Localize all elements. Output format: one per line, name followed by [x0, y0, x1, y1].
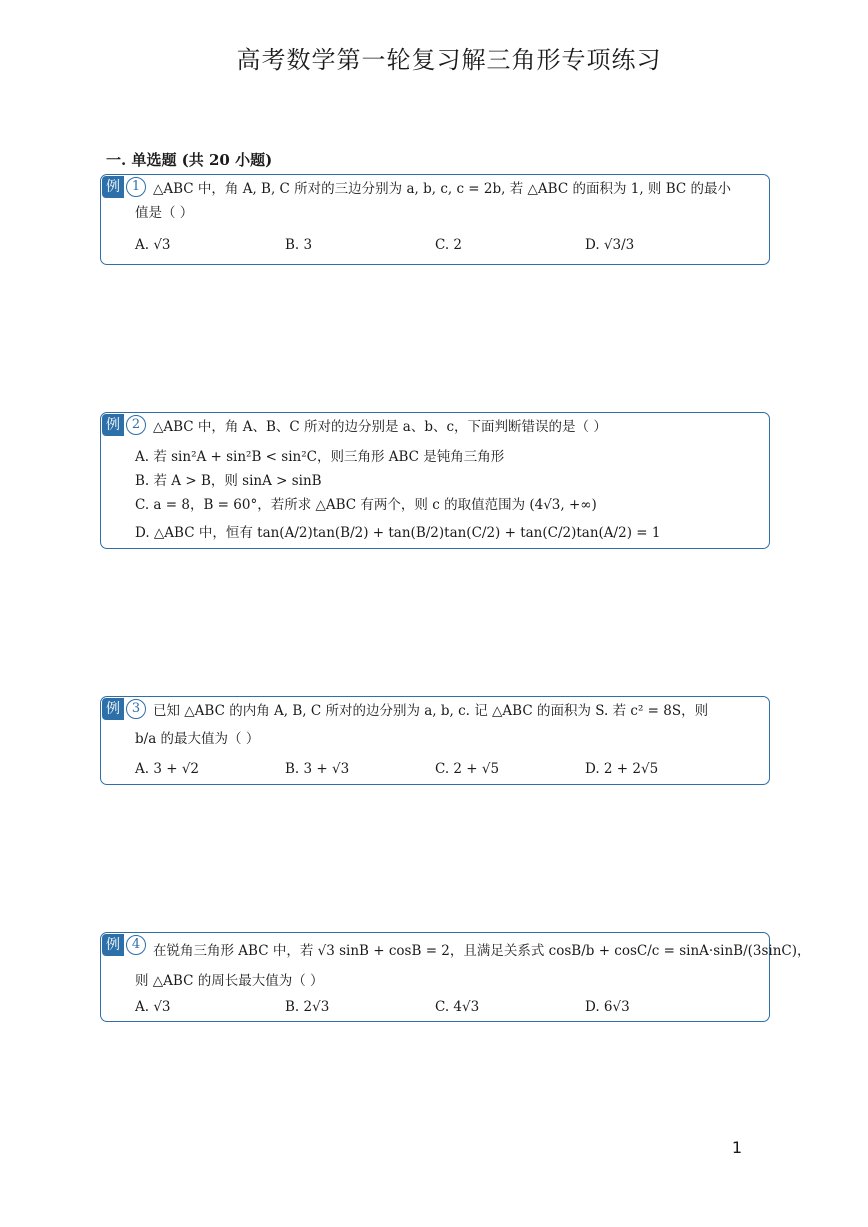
option-a: A. 若 sin²A + sin²B < sin²C，则三角形 ABC 是钝角三角形 [135, 449, 505, 465]
example-tag [102, 934, 146, 956]
option-a: A. 3 + √2 [135, 761, 200, 777]
example-box-2 [100, 412, 770, 549]
option-d: D. 2 + 2√5 [585, 761, 659, 777]
option-c: C. 2 + √5 [435, 761, 500, 777]
example-tag [102, 176, 146, 198]
example-tag [102, 414, 146, 436]
question-stem-line-1: △ABC 中，角 A, B, C 所对的三边分别为 a, b, c, c = 2b, 若 △ABC 的面积为 1, 则 BC 的最小 [153, 181, 731, 197]
question-stem-line-1: 已知 △ABC 的内角 A, B, C 所对的边分别为 a, b, c. 记 △ABC 的面积为 S. 若 c² = 8S，则 [153, 703, 709, 719]
example-box-4 [100, 932, 811, 1022]
option-b: B. 2√3 [285, 999, 330, 1015]
option-b: B. 若 A > B，则 sinA > sinB [135, 473, 322, 489]
example-number: 1 [126, 177, 146, 197]
example-label: 例 [102, 698, 124, 720]
section-heading: 一. 单选题 (共 20 小题) [106, 151, 273, 169]
example-number: 2 [126, 415, 146, 435]
option-c: C. a = 8，B = 60°，若所求 △ABC 有两个，则 c 的取值范围为 (4√3, +∞) [135, 497, 597, 513]
option-d: D. √3/3 [585, 237, 635, 253]
example-label: 例 [102, 414, 124, 436]
question-stem-line-1: 在锐角三角形 ABC 中，若 √3 sinB + cosB = 2，且满足关系式 cosB/b + cosC/c = sinA·sinB/(3sinC)， [153, 943, 811, 959]
question-stem-line-2: 则 △ABC 的周长最大值为（ ） [135, 973, 324, 989]
example-tag [102, 698, 146, 720]
option-c: C. 2 [435, 237, 463, 253]
option-d: D. 6√3 [585, 999, 630, 1015]
example-box-1 [100, 174, 770, 265]
example-label: 例 [102, 934, 124, 956]
example-label: 例 [102, 176, 124, 198]
example-box-3 [100, 696, 770, 785]
question-stem-line-2: 值是（ ） [135, 205, 194, 221]
option-a: A. √3 [135, 999, 171, 1015]
option-b: B. 3 + √3 [285, 761, 350, 777]
option-d: D. △ABC 中，恒有 tan(A/2)tan(B/2) + tan(B/2)tan(C/2) + tan(C/2)tan(A/2) = 1 [135, 525, 661, 541]
option-a: A. √3 [135, 237, 171, 253]
page-number: 1 [731, 1138, 742, 1157]
option-b: B. 3 [285, 237, 313, 253]
page-title: 高考数学第一轮复习解三角形专项练习 [236, 46, 662, 74]
example-number: 4 [126, 935, 146, 955]
example-number: 3 [126, 699, 146, 719]
option-c: C. 4√3 [435, 999, 480, 1015]
question-stem-line-2: b/a 的最大值为（ ） [135, 731, 260, 747]
question-stem-line-1: △ABC 中，角 A、B、C 所对的边分别是 a、b、c，下面判断错误的是（ ） [153, 419, 607, 435]
